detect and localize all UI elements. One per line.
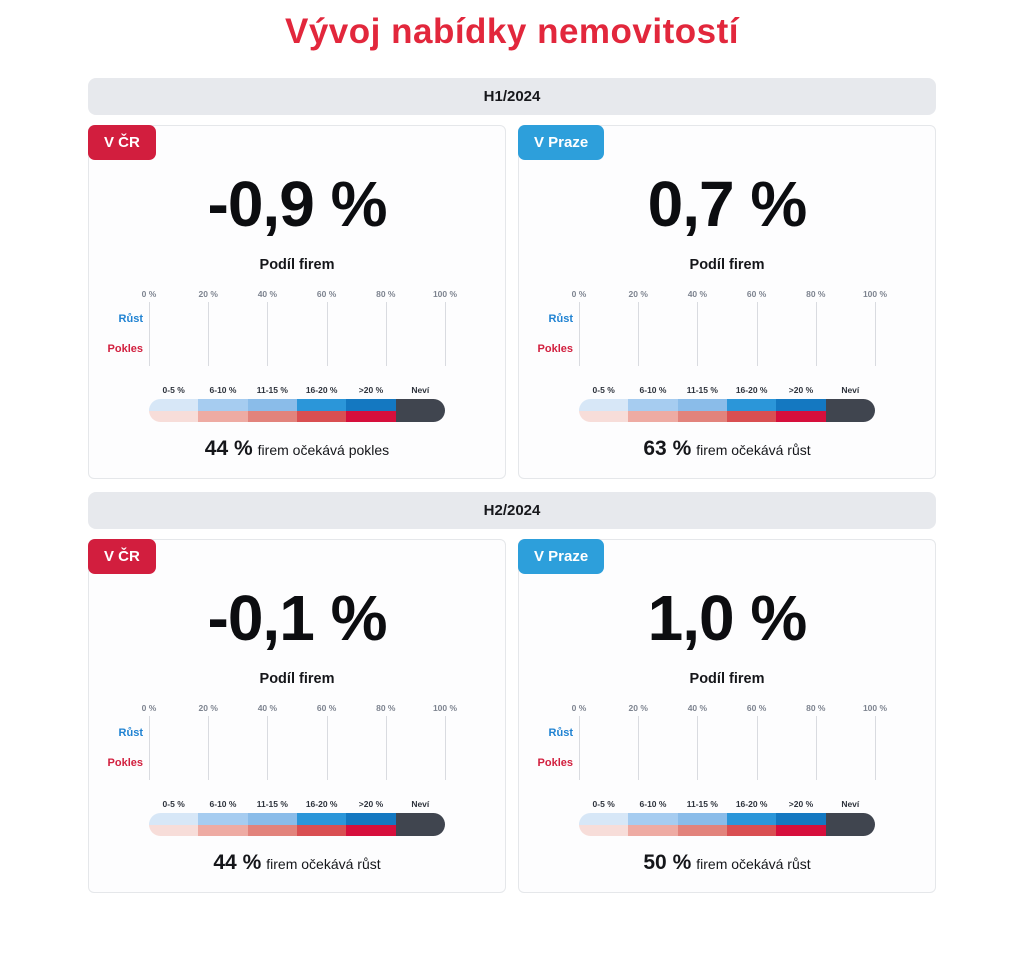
legend-blue-swatch <box>776 813 825 825</box>
summary-line <box>89 851 505 875</box>
gridline <box>697 716 698 780</box>
legend-color-cell <box>346 813 395 836</box>
legend-red-swatch <box>346 825 395 837</box>
summary-line <box>519 437 935 461</box>
section-label: H1/2024 <box>483 88 541 105</box>
stacked-bar-chart <box>521 703 888 780</box>
section-header <box>88 78 936 115</box>
legend-color-cell <box>776 399 825 422</box>
legend-blue-swatch <box>149 399 198 411</box>
summary-value: 44 % <box>213 851 262 874</box>
x-axis-tick-label: 80 % <box>376 703 396 713</box>
chart-subtitle: Podíl firem <box>689 257 765 273</box>
legend-blue-swatch <box>776 399 825 411</box>
chart-grid <box>537 716 875 780</box>
chart-subtitle: Podíl firem <box>259 257 335 273</box>
legend-blue-swatch <box>727 399 776 411</box>
legend-blue-swatch <box>628 813 677 825</box>
legend-category-label: 16-20 % <box>735 799 768 809</box>
chart-plot-area <box>107 289 458 366</box>
legend-color-cell <box>198 813 247 836</box>
sections-container <box>88 78 936 893</box>
legend-color-cell <box>776 813 825 836</box>
bar-row-label: Pokles <box>107 757 143 769</box>
section <box>88 492 936 893</box>
x-axis-tick-label: 60 % <box>746 703 767 713</box>
legend-blue-swatch <box>198 813 247 825</box>
legend-category-label: 16-20 % <box>735 385 768 395</box>
legend-color-cell <box>149 813 198 836</box>
gridline <box>579 302 580 366</box>
x-axis-tick-label: 80 % <box>376 289 396 299</box>
legend-category-label: >20 % <box>788 385 814 395</box>
bar-row-label: Růst <box>118 727 143 739</box>
legend-blue-swatch <box>346 813 395 825</box>
gridline <box>386 716 387 780</box>
bar-row-label: Růst <box>548 727 573 739</box>
x-axis-ticks <box>571 289 888 302</box>
legend-category-label: 11-15 % <box>686 799 718 809</box>
x-axis-tick-label: 100 % <box>862 703 888 713</box>
x-axis-tick-label: 80 % <box>806 289 826 299</box>
category-legend <box>579 799 875 836</box>
gridline <box>149 302 150 366</box>
legend-category-label: >20 % <box>358 385 384 395</box>
chart-plot-area <box>107 703 458 780</box>
bar-row-label: Pokles <box>107 343 143 355</box>
x-axis-tick-label: 40 % <box>257 289 278 299</box>
legend-color-cell <box>727 399 776 422</box>
x-axis-tick-label: 0 % <box>571 703 587 713</box>
gridline <box>816 302 817 366</box>
legend-labels <box>579 385 875 395</box>
legend-red-swatch <box>727 825 776 837</box>
chart-grid <box>107 302 445 366</box>
bar-row-label: Růst <box>118 313 143 325</box>
gridline <box>697 302 698 366</box>
bar-row-label: Pokles <box>537 343 573 355</box>
x-axis-tick-label: 100 % <box>432 289 458 299</box>
x-axis-tick-label: 20 % <box>628 289 648 299</box>
x-axis-tick-label: 0 % <box>141 703 157 713</box>
chart-subtitle: Podíl firem <box>689 671 765 687</box>
gridline <box>579 716 580 780</box>
legend-color-cell <box>678 399 727 422</box>
legend-category-label: 6-10 % <box>209 799 237 809</box>
x-axis-tick-label: 20 % <box>198 289 218 299</box>
legend-blue-swatch <box>297 813 346 825</box>
x-axis-tick-label: 60 % <box>746 289 767 299</box>
legend-color-cell <box>297 813 346 836</box>
summary-text: firem očekává růst <box>696 442 811 458</box>
summary-value: 44 % <box>204 437 253 460</box>
category-legend <box>149 799 445 836</box>
bar-row-label: Růst <box>548 313 573 325</box>
chart-grid <box>107 716 445 780</box>
gridline <box>445 716 446 780</box>
headline-value: 0,7 % <box>647 168 807 240</box>
gridline <box>327 302 328 366</box>
legend-category-label: 16-20 % <box>305 385 338 395</box>
headline-value: -0,1 % <box>207 582 387 654</box>
legend-red-swatch <box>149 825 198 837</box>
summary-line <box>519 851 935 875</box>
legend-color-cell <box>826 399 875 422</box>
gridline <box>638 716 639 780</box>
legend-category-label: Neví <box>841 799 860 809</box>
legend-red-swatch <box>149 411 198 423</box>
legend-color-scale <box>149 399 445 422</box>
legend-labels <box>579 799 875 809</box>
legend-red-swatch <box>579 825 628 837</box>
legend-red-swatch <box>346 411 395 423</box>
chart-grid <box>537 302 875 366</box>
panel-card <box>88 125 506 479</box>
legend-color-cell <box>727 813 776 836</box>
legend-color-cell <box>396 813 445 836</box>
x-axis-tick-label: 60 % <box>316 289 337 299</box>
legend-blue-swatch <box>297 399 346 411</box>
legend-red-swatch <box>628 825 677 837</box>
legend-red-swatch <box>297 411 346 423</box>
legend-labels <box>149 385 445 395</box>
legend-red-swatch <box>727 411 776 423</box>
legend-red-swatch <box>678 411 727 423</box>
legend-labels <box>149 799 445 809</box>
legend-category-label: >20 % <box>788 799 814 809</box>
gridline <box>875 302 876 366</box>
x-axis-tick-label: 100 % <box>862 289 888 299</box>
legend-category-label: 0-5 % <box>592 799 615 809</box>
legend-red-swatch <box>248 411 297 423</box>
legend-red-swatch <box>579 411 628 423</box>
x-axis-tick-label: 100 % <box>432 703 458 713</box>
legend-category-label: 6-10 % <box>639 799 667 809</box>
legend-red-swatch <box>198 411 247 423</box>
x-axis-ticks <box>571 703 888 716</box>
legend-category-label: Neví <box>411 799 430 809</box>
gridline <box>267 302 268 366</box>
stacked-bar-chart <box>91 289 458 366</box>
legend-category-label: Neví <box>411 385 430 395</box>
legend-category-label: 0-5 % <box>592 385 615 395</box>
bar-row-label: Pokles <box>537 757 573 769</box>
legend-color-cell <box>628 399 677 422</box>
region-badge: V ČR <box>88 125 156 160</box>
gridline <box>386 302 387 366</box>
legend-blue-swatch <box>248 399 297 411</box>
legend-red-swatch <box>248 825 297 837</box>
headline-value: 1,0 % <box>647 582 807 654</box>
summary-text: firem očekává pokles <box>257 442 390 458</box>
section-header <box>88 492 936 529</box>
legend-color-cell <box>579 399 628 422</box>
region-badge: V Praze <box>518 539 604 574</box>
legend-category-label: 6-10 % <box>639 385 667 395</box>
x-axis-tick-label: 0 % <box>141 289 157 299</box>
summary-value: 50 % <box>643 851 692 874</box>
legend-red-swatch <box>297 825 346 837</box>
gridline <box>208 302 209 366</box>
panel-row <box>88 125 936 479</box>
legend-blue-swatch <box>346 399 395 411</box>
section <box>88 78 936 479</box>
legend-blue-swatch <box>678 813 727 825</box>
legend-category-label: 0-5 % <box>162 799 185 809</box>
legend-blue-swatch <box>198 399 247 411</box>
x-axis-ticks <box>141 703 458 716</box>
legend-color-cell <box>628 813 677 836</box>
legend-red-swatch <box>776 411 825 423</box>
legend-color-cell <box>678 813 727 836</box>
legend-red-swatch <box>678 825 727 837</box>
x-axis-ticks <box>141 289 458 302</box>
summary-text: firem očekává růst <box>266 856 381 872</box>
legend-red-swatch <box>776 825 825 837</box>
panel-card <box>88 539 506 893</box>
legend-category-label: 6-10 % <box>209 385 237 395</box>
x-axis-tick-label: 40 % <box>257 703 278 713</box>
gridline <box>757 716 758 780</box>
gridline <box>816 716 817 780</box>
legend-blue-swatch <box>248 813 297 825</box>
legend-color-cell <box>248 399 297 422</box>
legend-color-scale <box>579 813 875 836</box>
category-legend <box>149 385 445 422</box>
headline-value: -0,9 % <box>207 168 387 240</box>
legend-blue-swatch <box>579 399 628 411</box>
legend-color-cell <box>198 399 247 422</box>
summary-value: 63 % <box>643 437 692 460</box>
gridline <box>638 302 639 366</box>
legend-category-label: Neví <box>841 385 860 395</box>
x-axis-tick-label: 40 % <box>687 289 708 299</box>
legend-category-label: 11-15 % <box>256 799 288 809</box>
legend-color-cell <box>826 813 875 836</box>
category-legend <box>579 385 875 422</box>
legend-red-swatch <box>198 825 247 837</box>
gridline <box>875 716 876 780</box>
legend-category-label: 11-15 % <box>686 385 718 395</box>
section-label: H2/2024 <box>483 502 541 519</box>
panel-row <box>88 539 936 893</box>
legend-color-cell <box>579 813 628 836</box>
legend-color-cell <box>396 399 445 422</box>
chart-subtitle: Podíl firem <box>259 671 335 687</box>
chart-plot-area <box>537 703 888 780</box>
legend-color-cell <box>149 399 198 422</box>
stacked-bar-chart <box>521 289 888 366</box>
region-badge: V Praze <box>518 125 604 160</box>
x-axis-tick-label: 40 % <box>687 703 708 713</box>
legend-red-swatch <box>628 411 677 423</box>
x-axis-tick-label: 0 % <box>571 289 587 299</box>
stacked-bar-chart <box>91 703 458 780</box>
legend-color-scale <box>149 813 445 836</box>
legend-category-label: 11-15 % <box>256 385 288 395</box>
x-axis-tick-label: 20 % <box>628 703 648 713</box>
gridline <box>445 302 446 366</box>
legend-color-cell <box>346 399 395 422</box>
gridline <box>267 716 268 780</box>
legend-blue-swatch <box>579 813 628 825</box>
gridline <box>149 716 150 780</box>
legend-blue-swatch <box>727 813 776 825</box>
legend-blue-swatch <box>628 399 677 411</box>
gridline <box>208 716 209 780</box>
legend-category-label: 16-20 % <box>305 799 338 809</box>
x-axis-tick-label: 60 % <box>316 703 337 713</box>
legend-category-label: 0-5 % <box>162 385 185 395</box>
chart-plot-area <box>537 289 888 366</box>
legend-color-scale <box>579 399 875 422</box>
page-title: Vývoj nabídky nemovitostí <box>285 12 739 51</box>
legend-category-label: >20 % <box>358 799 384 809</box>
panel-card <box>518 125 936 479</box>
gridline <box>327 716 328 780</box>
gridline <box>757 302 758 366</box>
legend-color-cell <box>297 399 346 422</box>
x-axis-tick-label: 80 % <box>806 703 826 713</box>
panel-card <box>518 539 936 893</box>
region-badge: V ČR <box>88 539 156 574</box>
summary-line <box>89 437 505 461</box>
summary-text: firem očekává růst <box>696 856 811 872</box>
x-axis-tick-label: 20 % <box>198 703 218 713</box>
legend-blue-swatch <box>678 399 727 411</box>
legend-color-cell <box>248 813 297 836</box>
legend-blue-swatch <box>149 813 198 825</box>
